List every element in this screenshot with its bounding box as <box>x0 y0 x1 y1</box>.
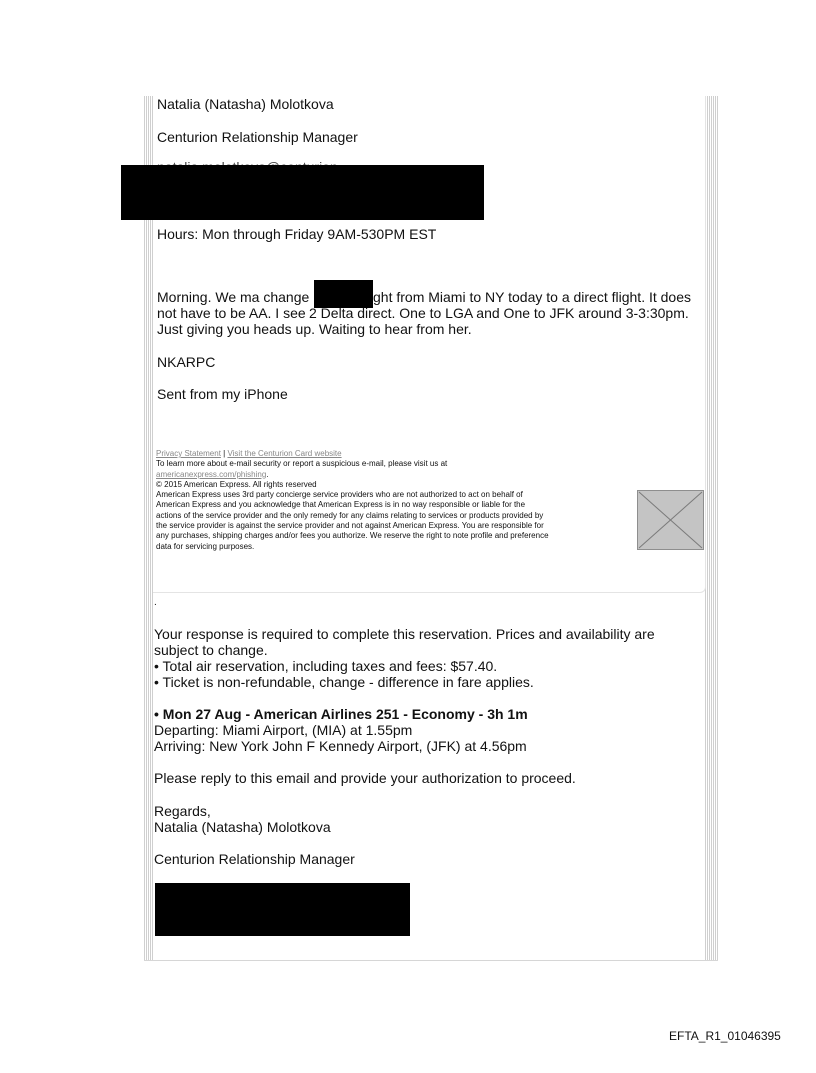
privacy-statement-link[interactable]: Privacy Statement <box>156 449 221 458</box>
legal-line: To learn more about e-mail security or report a suspicious e-mail, please visit us at <box>156 459 448 469</box>
bullet-total: • Total air reservation, including taxes and fees: $57.40. <box>154 658 498 674</box>
document-id: EFTA_R1_01046395 <box>669 1029 781 1043</box>
message-line-1b: ght from Miami to NY today to a direct flight. It does <box>373 289 691 305</box>
email-frame-left-border <box>144 96 153 961</box>
redaction-block <box>121 165 484 220</box>
departing-line: Departing: Miami Airport, (MIA) at 1.55pm <box>154 722 413 738</box>
redaction-block <box>155 883 410 936</box>
message-line-2b: 2 Delta direct. One to LGA and One to JFK around 3-3:30pm. <box>309 305 689 321</box>
message-line-1a: Morning. We ma change <box>157 289 310 305</box>
legal-line: actions of the service provider and the only remedy for any claims relating to services or products provided by <box>156 510 544 520</box>
email-frame-bottom-border <box>144 960 718 961</box>
centurion-website-link[interactable]: Visit the Centurion Card website <box>227 449 342 458</box>
copyright-line: © 2015 American Express. All rights reserved <box>156 479 317 489</box>
phishing-link[interactable]: americanexpress.com/phishing <box>156 469 267 479</box>
period: . <box>266 469 269 479</box>
message-line-3: Just giving you heads up. Waiting to hear from her. <box>157 321 472 337</box>
email-frame-right-border <box>705 96 718 961</box>
message-line-2a: not have to be AA. I see <box>157 305 306 321</box>
broken-image-icon <box>638 491 703 549</box>
authorization-request: Please reply to this email and provide your authorization to proceed. <box>154 770 576 786</box>
signature-hours: Hours: Mon through Friday 9AM-530PM EST <box>157 226 437 242</box>
legal-disclaimer <box>156 449 634 552</box>
legal-line: American Express and you acknowledge that American Express is in no way responsible or liable for the <box>156 500 526 510</box>
signature-name: Natalia (Natasha) Molotkova <box>157 96 334 112</box>
link-separator: | <box>220 449 228 458</box>
redaction-block <box>314 280 373 308</box>
reply-signature-title: Centurion Relationship Manager <box>154 851 355 867</box>
legal-links-line <box>156 449 634 459</box>
stray-dot: . <box>154 597 157 608</box>
flight-heading: • Mon 27 Aug - American Airlines 251 - Economy - 3h 1m <box>154 706 528 722</box>
legal-line: American Express uses 3rd party concierge service providers who are not authorized to act on behalf of <box>156 490 523 500</box>
arriving-line: Arriving: New York John F Kennedy Airport, (JFK) at 4.56pm <box>154 738 527 754</box>
legal-line: the service provider is against the service provider and not against American Express. You are responsible for <box>156 521 544 531</box>
sent-from-line: Sent from my iPhone <box>157 386 288 402</box>
broken-image-placeholder <box>637 490 704 550</box>
signature-title: Centurion Relationship Manager <box>157 129 358 145</box>
regards: Regards, <box>154 803 211 819</box>
bullet-ticket: • Ticket is non-refundable, change - difference in fare applies. <box>154 674 534 690</box>
message-code: NKARPC <box>157 354 216 370</box>
legal-line: data for servicing purposes. <box>156 541 255 551</box>
reservation-required-line-1: Your response is required to complete this reservation. Prices and availability are <box>154 626 655 642</box>
legal-line: any purchases, shipping charges and/or fees you authorize. We reserve the right to note profile and preference <box>156 531 549 541</box>
reservation-required-line-2: subject to change. <box>154 642 268 658</box>
reply-signature-name: Natalia (Natasha) Molotkova <box>154 819 331 835</box>
legal-line <box>156 470 634 480</box>
